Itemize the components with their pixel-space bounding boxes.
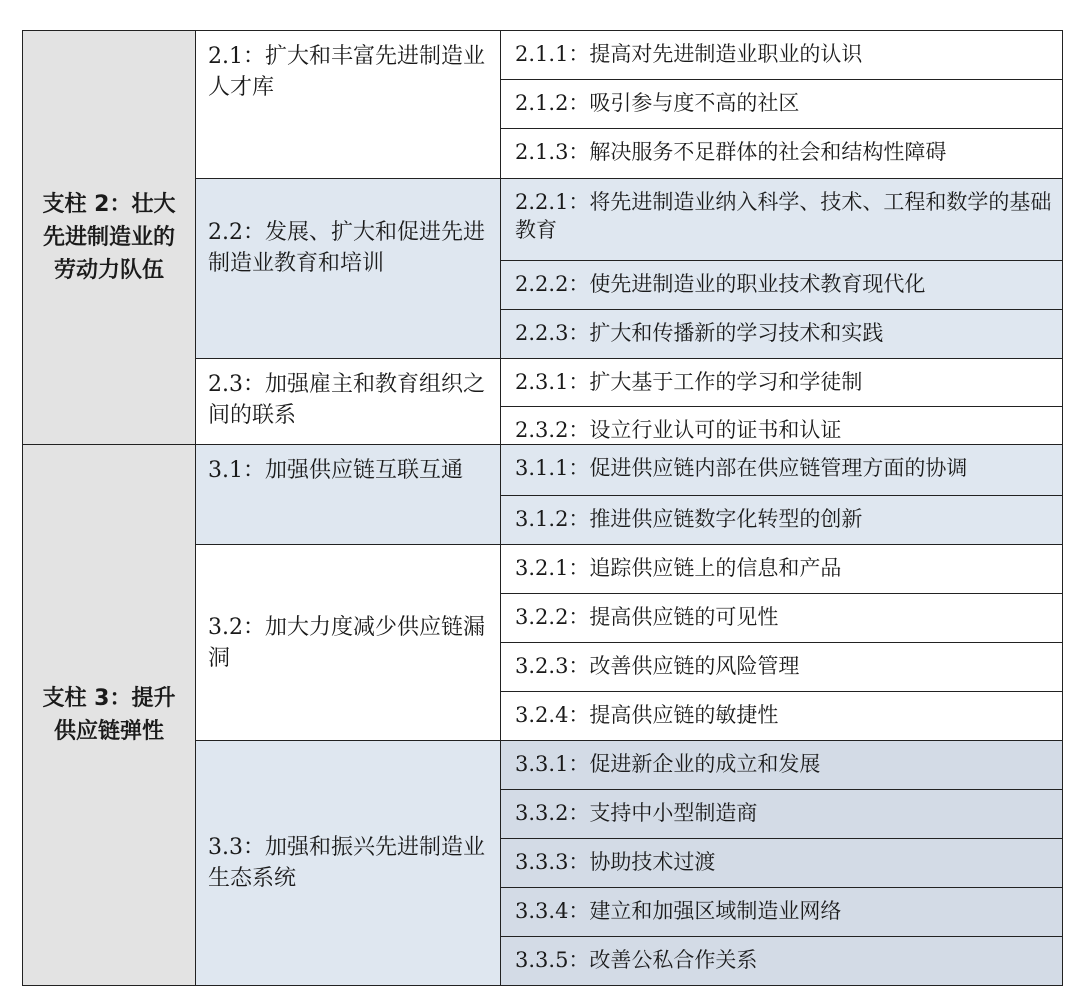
goal-3-2-cell: [196, 545, 501, 741]
pillar-label: 支柱 3：提升供应链弹性: [42, 686, 176, 744]
objective-2-3-2: 2.3.2：设立行业认可的证书和认证: [501, 407, 1063, 445]
goal-2-3-cell: [196, 359, 501, 445]
goal-3-1-cell: [196, 445, 501, 545]
goal-label: 2.3：加强雇主和教育组织之间的联系: [208, 372, 485, 428]
objective-3-1-1: 3.1.1：促进供应链内部在供应链管理方面的协调: [501, 445, 1063, 496]
objective-3-3-1: 3.3.1：促进新企业的成立和发展: [501, 741, 1063, 790]
goal-3-3-cell: [196, 741, 501, 986]
objective-3-2-4: 3.2.4：提高供应链的敏捷性: [501, 692, 1063, 741]
objective-3-2-2: 3.2.2：提高供应链的可见性: [501, 594, 1063, 643]
pillar-label: 支柱 2：壮大先进制造业的劳动力队伍: [42, 192, 176, 283]
goal-label: 3.3：加强和振兴先进制造业生态系统: [208, 835, 485, 891]
objective-2-2-1: 2.2.1：将先进制造业纳入科学、技术、工程和数学的基础教育: [501, 179, 1063, 261]
objective-3-3-2: 3.3.2：支持中小型制造商: [501, 790, 1063, 839]
goal-label: 3.2：加大力度减少供应链漏洞: [208, 614, 485, 671]
objective-2-1-2: 2.1.2：吸引参与度不高的社区: [501, 80, 1063, 129]
objective-3-1-2: 3.1.2：推进供应链数字化转型的创新: [501, 496, 1063, 545]
goal-2-1-cell: [196, 31, 501, 179]
table-row: [23, 445, 1063, 496]
objective-3-3-3: 3.3.3：协助技术过渡: [501, 839, 1063, 888]
objective-2-2-3: 2.2.3：扩大和传播新的学习技术和实践: [501, 310, 1063, 359]
table-row: [23, 31, 1063, 80]
objective-3-2-1: 3.2.1：追踪供应链上的信息和产品: [501, 545, 1063, 594]
goal-2-2-cell: [196, 179, 501, 359]
objective-2-3-1: 2.3.1：扩大基于工作的学习和学徒制: [501, 359, 1063, 407]
pillar-3-cell: [23, 445, 196, 986]
objective-3-3-4: 3.3.4：建立和加强区域制造业网络: [501, 888, 1063, 937]
objective-2-1-3: 2.1.3：解决服务不足群体的社会和结构性障碍: [501, 129, 1063, 179]
goal-label: 2.1：扩大和丰富先进制造业人才库: [208, 44, 485, 100]
objective-2-2-2: 2.2.2：使先进制造业的职业技术教育现代化: [501, 261, 1063, 310]
goal-label: 3.1：加强供应链互联互通: [208, 458, 463, 483]
objective-2-1-1: 2.1.1：提高对先进制造业职业的认识: [501, 31, 1063, 80]
objective-3-2-3: 3.2.3：改善供应链的风险管理: [501, 643, 1063, 692]
goal-label: 2.2：发展、扩大和促进先进制造业教育和培训: [208, 220, 485, 276]
objective-3-3-5: 3.3.5：改善公私合作关系: [501, 937, 1063, 986]
strategy-table: [22, 30, 1063, 986]
pillar-2-cell: [23, 31, 196, 445]
